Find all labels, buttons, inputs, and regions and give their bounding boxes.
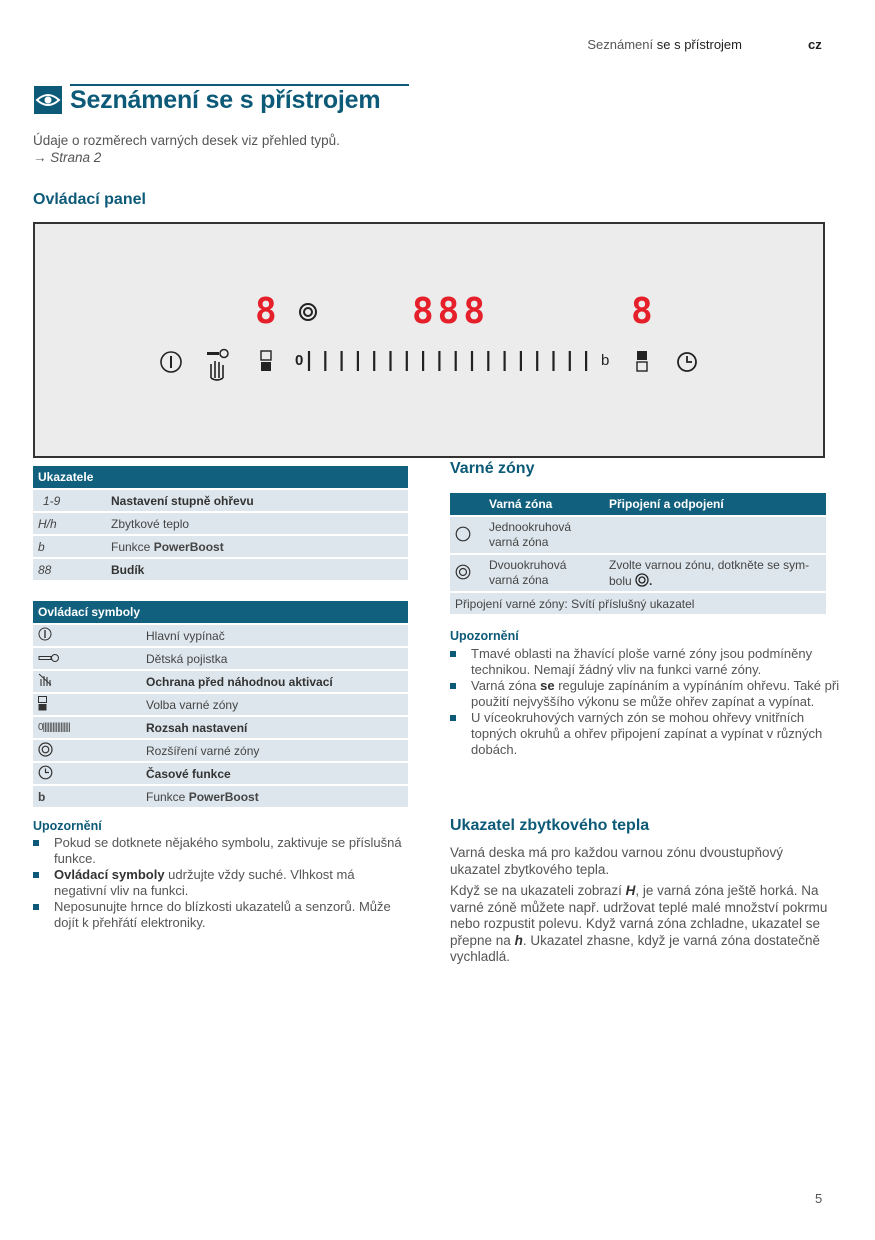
scale-start-label: 0 xyxy=(295,352,304,369)
indicator-label xyxy=(106,535,408,558)
table-row xyxy=(33,739,408,762)
page-title: Seznámení se s přístrojem xyxy=(70,86,381,114)
residual-heading: Ukazatel zbytkového tepla xyxy=(450,817,650,834)
table-row xyxy=(450,516,826,554)
indicator-symbol: 88 xyxy=(33,558,106,580)
list-item-pre: Varná zóna xyxy=(471,678,541,693)
clock-icon xyxy=(38,765,53,780)
page-reference: Strana 2 xyxy=(50,150,102,165)
zones-header-col2: Připojení a odpojení xyxy=(604,493,826,516)
table-row xyxy=(33,535,408,558)
indicator-label: Nastavení stupně ohřevu xyxy=(106,489,408,512)
intro-line: Údaje o rozměrech varných desek viz přehled typů. xyxy=(33,133,340,148)
list-item xyxy=(33,867,408,899)
zones-footer: Připojení varné zóny: Svítí příslušný ukazatel xyxy=(450,592,826,614)
header-section-bold1: se s xyxy=(656,37,681,52)
indicator-label-bold: PowerBoost xyxy=(153,539,224,554)
control-symbol xyxy=(33,762,141,785)
list-item: Tmavé oblasti na žhavící ploše varné zóny jsou podmíněny technikou. Nemají žádný vliv na funkci varné zóny. xyxy=(450,646,842,678)
indicators-header-label: Ukazatele xyxy=(38,470,94,484)
control-label: Dětská pojistka xyxy=(141,647,408,670)
controls-table xyxy=(33,601,408,807)
list-item-text: udržujte vždy suché. Vlhkost má negativní vliv na funkci. xyxy=(54,867,355,898)
zone-select-icon[interactable] xyxy=(260,350,272,377)
indicator-symbol: 1-9 xyxy=(33,489,106,512)
eye-icon xyxy=(34,86,62,114)
list-item: Neposunujte hrnce do blízkosti ukazatelů a senzorů. Může dojít k přehřátí elektroniky. xyxy=(33,899,408,931)
power-icon xyxy=(38,627,52,641)
list-item-bold: se xyxy=(540,678,555,693)
zone-select-right-icon[interactable] xyxy=(636,350,648,377)
running-header xyxy=(587,37,742,52)
indicator-symbol: b xyxy=(33,535,106,558)
table-row xyxy=(450,592,826,614)
zones-heading: Varné zóny xyxy=(450,460,535,477)
table-row xyxy=(33,762,408,785)
list-item: Pokud se dotknete nějakého symbolu, zaktivuje se příslušná funkce. xyxy=(33,835,408,867)
control-label: Časové funkce xyxy=(141,762,408,785)
zone-icon-cell xyxy=(450,516,484,554)
control-symbol xyxy=(33,670,141,693)
control-label: Ochrana před náhodnou aktivací xyxy=(141,670,408,693)
scale-end-label: b xyxy=(601,352,610,369)
single-circle-icon xyxy=(455,526,471,542)
zone-action xyxy=(604,516,826,554)
residual-paragraph-2 xyxy=(450,883,830,966)
notes-left-heading: Upozornění xyxy=(33,819,102,833)
notes-right-list xyxy=(450,646,842,758)
control-label-plain: Funkce xyxy=(146,789,186,804)
indicators-header xyxy=(33,466,408,489)
period-mark: . xyxy=(649,573,653,588)
table-row xyxy=(33,512,408,535)
control-label-bold: PowerBoost xyxy=(188,789,259,804)
control-symbol xyxy=(33,739,141,762)
hand-key-icon xyxy=(38,673,52,687)
residual-symbol-h: h xyxy=(514,932,523,948)
power-scale-slider[interactable] xyxy=(305,349,595,380)
control-symbol: b xyxy=(33,785,141,807)
control-panel-heading: Ovládací panel xyxy=(33,191,146,208)
indicator-label: Zbytkové teplo xyxy=(106,512,408,535)
table-row xyxy=(450,554,826,592)
indicator-label: Budík xyxy=(106,558,408,580)
control-label xyxy=(141,785,408,807)
table-row xyxy=(33,558,408,580)
hand-key-icon[interactable] xyxy=(205,348,231,387)
residual-text-c: . Ukazatel zhasne, když je varná zóna dostatečně vychladlá. xyxy=(450,932,820,964)
header-section-plain: Seznámení xyxy=(587,37,654,52)
control-label: Rozsah nastavení xyxy=(141,716,408,739)
double-circle-icon xyxy=(635,573,649,587)
list-item-text: reguluje zapínáním a vypínáním ohřevu. Také při použití nejvyššího výkonu se může ohřev zapínat a vypínat. xyxy=(471,678,840,709)
double-circle-icon xyxy=(38,742,53,757)
zones-header-col1: Varná zóna xyxy=(484,493,604,516)
control-label: Volba varné zóny xyxy=(141,693,408,716)
table-row xyxy=(33,716,408,739)
indicator-label-plain: Funkce xyxy=(111,539,151,554)
double-circle-icon[interactable] xyxy=(298,302,318,327)
residual-symbol-H: H xyxy=(625,883,636,898)
display-left: 8 xyxy=(255,291,277,332)
controls-header xyxy=(33,601,408,624)
double-circle-icon xyxy=(455,564,471,580)
zone-icon-cell xyxy=(450,554,484,592)
table-row xyxy=(33,670,408,693)
control-panel-illustration xyxy=(33,222,825,458)
zone-action-text: Zvolte varnou zónu, dotkněte se sym- bolu xyxy=(609,557,810,588)
residual-text-b: , je varná zóna ještě horká. Na varné zóně můžete např. udržovat teplé malé množství pokrmu nebo rozpustit polevu. Když varná zóna zchladne, ukazatel se přepne na xyxy=(450,883,828,948)
table-row xyxy=(33,785,408,807)
arrow-icon: → xyxy=(33,150,47,165)
table-row xyxy=(33,489,408,512)
list-item: U víceokruhových varných zón se mohou ohřevy vnitřních topných okruhů a ohřev připojení zapínat a vypínat v různých dobách. xyxy=(450,710,842,758)
header-section-bold2: přístrojem xyxy=(684,37,742,52)
intro xyxy=(33,132,340,166)
language-code: cz xyxy=(808,37,822,52)
table-row xyxy=(33,693,408,716)
zones-header-blank xyxy=(450,493,484,516)
zone-name: Jednookruhová varná zóna xyxy=(484,516,604,554)
control-symbol xyxy=(33,647,141,670)
clock-icon[interactable] xyxy=(676,351,698,378)
display-center: 888 xyxy=(412,291,490,332)
indicator-symbol: H/h xyxy=(33,512,106,535)
control-label: Hlavní vypínač xyxy=(141,624,408,647)
residual-paragraph-1: Varná deska má pro každou varnou zónu dvoustupňový ukazatel zbytkového tepla. xyxy=(450,845,783,877)
key-icon xyxy=(38,653,60,663)
power-icon[interactable] xyxy=(159,350,183,379)
control-symbol: 0||||||||||||||||| xyxy=(33,716,141,739)
table-row xyxy=(33,647,408,670)
control-symbol xyxy=(33,693,141,716)
indicators-table xyxy=(33,466,408,580)
controls-header-label: Ovládací symboly xyxy=(38,605,141,619)
notes-right-heading: Upozornění xyxy=(450,629,519,643)
zones-table xyxy=(450,493,826,614)
zone-select-icon xyxy=(38,696,47,711)
page-number: 5 xyxy=(815,1191,823,1206)
notes-left-list xyxy=(33,835,408,931)
zone-name: Dvouokruhová varná zóna xyxy=(484,554,604,592)
table-row xyxy=(33,624,408,647)
display-right: 8 xyxy=(631,291,653,332)
control-symbol xyxy=(33,624,141,647)
list-item xyxy=(450,678,842,710)
residual-text-a: Když se na ukazateli zobrazí xyxy=(450,883,622,898)
list-item-bold: Ovládací symboly xyxy=(54,867,165,882)
zone-action xyxy=(604,554,826,592)
control-label: Rozšíření varné zóny xyxy=(141,739,408,762)
